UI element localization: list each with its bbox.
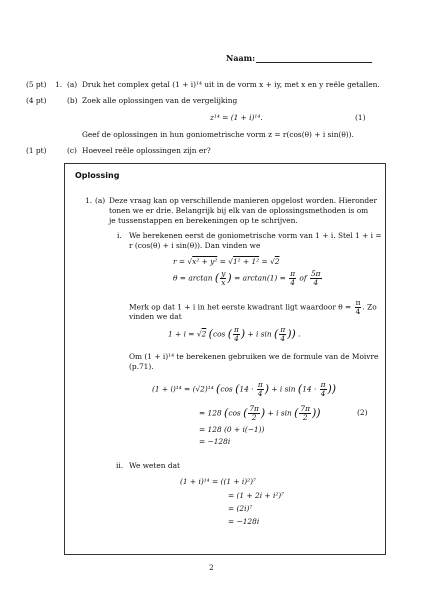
method-ii-line-2: = (1 + 2i + i²)⁷ bbox=[228, 491, 285, 500]
method-i-label: i. bbox=[117, 231, 122, 240]
q1a-text: Druk het complex getal (1 + i)¹⁴ uit in de vorm x + iy, met x en y reële getallen. bbox=[82, 80, 380, 89]
q1a-part: (a) bbox=[67, 80, 78, 89]
moivre-line-2: (p.71). bbox=[129, 362, 154, 371]
r-equation: r = √x² + y² = √1² + 1² = √2 bbox=[173, 257, 280, 266]
theta-equation: θ = arctan ( $\frac{y}{x}$ ) = arctan(1) = $\frac{\pi}{4}$ of $\frac{5\pi}{4}$ bbox=[173, 269, 321, 287]
moivre-eq-line-1: (1 + i)¹⁴ = (√2)¹⁴ (cos (14 · $\frac{\pi}{4}$ ) + i sin (14 · $\frac{\pi}{4}$ )) bbox=[152, 380, 337, 398]
solution-title: Oplossing bbox=[75, 171, 120, 180]
moivre-eq-line-2: = 128 (cos ( $\frac{7\pi}{2}$ ) + i sin ( $\frac{7\pi}{2}$ )) bbox=[199, 404, 321, 422]
polar-result: 1 + i = √2 (cos ( $\frac{\pi}{4}$ ) + i sin ( $\frac{\pi}{4}$ )) . bbox=[168, 325, 301, 343]
method-i-line-2: r (cos(θ) + i sin(θ)). Dan vinden we bbox=[129, 241, 261, 250]
naam-line bbox=[256, 62, 372, 63]
q1c-text: Hoeveel reële oplossingen zijn er? bbox=[82, 146, 211, 155]
q1-number: 1. bbox=[55, 80, 63, 89]
moivre-eq-line-3: = 128 (0 + i(−1)) bbox=[199, 425, 265, 434]
page-number: 2 bbox=[209, 563, 214, 572]
solution-item-number: 1. bbox=[85, 196, 93, 205]
method-ii-line-4: = −128i bbox=[228, 517, 260, 526]
intro-line-1: Deze vraag kan op verschillende manieren opgelost worden. Hieronder bbox=[109, 196, 378, 205]
quadrant-line-1: Merk op dat 1 + i in het eerste kwadrant ligt waardoor θ = $\frac{\pi}{4}$ . Zo bbox=[129, 298, 377, 316]
intro-line-2: tonen we er drie. Belangrijk bij elk van de oplossingsmethoden is om bbox=[109, 206, 369, 215]
q1c-part: (c) bbox=[67, 146, 77, 155]
q1b-points: (4 pt) bbox=[26, 96, 47, 105]
intro-line-3: je tussenstappen en berekeningen op te schrijven. bbox=[109, 216, 298, 225]
method-ii-line-3: = (2i)⁷ bbox=[228, 504, 253, 513]
equation-1: z¹⁴ = (1 + i)¹⁴. bbox=[210, 113, 263, 122]
method-ii-label: ii. bbox=[116, 461, 124, 470]
q1c-points: (1 pt) bbox=[26, 146, 47, 155]
moivre-eq-number: (2) bbox=[357, 408, 368, 417]
moivre-eq-line-4: = −128i bbox=[199, 437, 231, 446]
q1a-points: (5 pt) bbox=[26, 80, 47, 89]
instruction-polar: Geef de oplossingen in hun goniometrische vorm z = r(cos(θ) + i sin(θ)). bbox=[82, 130, 354, 139]
method-ii-text: We weten dat bbox=[129, 461, 180, 470]
method-i-line-1: We berekenen eerst de goniometrische vorm van 1 + i. Stel 1 + i = bbox=[129, 231, 382, 240]
method-ii-line-1: (1 + i)¹⁴ = ((1 + i)²)⁷ bbox=[180, 477, 256, 486]
solution-part-a: (a) bbox=[95, 196, 106, 205]
q1b-text: Zoek alle oplossingen van de vergelijking bbox=[82, 96, 238, 105]
moivre-line-1: Om (1 + i)¹⁴ te berekenen gebruiken we de formule van de Moivre bbox=[129, 352, 379, 361]
quadrant-line-2: vinden we dat bbox=[129, 312, 182, 321]
q1b-part: (b) bbox=[67, 96, 78, 105]
equation-1-number: (1) bbox=[355, 113, 366, 122]
naam-label: Naam: bbox=[226, 53, 256, 63]
